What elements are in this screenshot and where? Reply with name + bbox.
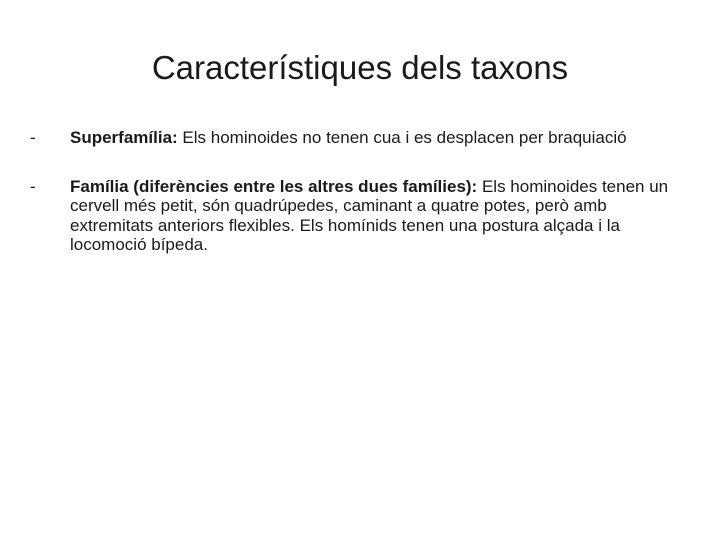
- bullet-term: Superfamília:: [70, 128, 178, 147]
- bullet-text: Els hominoides no tenen cua i es desplacen per braquiació: [177, 128, 627, 147]
- bullet-term: Família (diferències entre les altres dues famílies):: [70, 176, 478, 196]
- bullet-item-familia: [30, 177, 670, 255]
- bullet-marker: -: [30, 176, 36, 196]
- bullet-list: [30, 128, 670, 284]
- slide-title: Característiques dels taxons: [151, 49, 569, 86]
- bullet-item-superfamilia: [30, 128, 670, 148]
- bullet-marker: -: [30, 128, 36, 147]
- bullet-text: Els hominoides tenen un cervell més petit, són quadrúpedes, caminant a quatre potes, però amb extremitats anteriors flexibles. Els homínids tenen una postura alçada i la locomoció bípeda.: [70, 176, 669, 254]
